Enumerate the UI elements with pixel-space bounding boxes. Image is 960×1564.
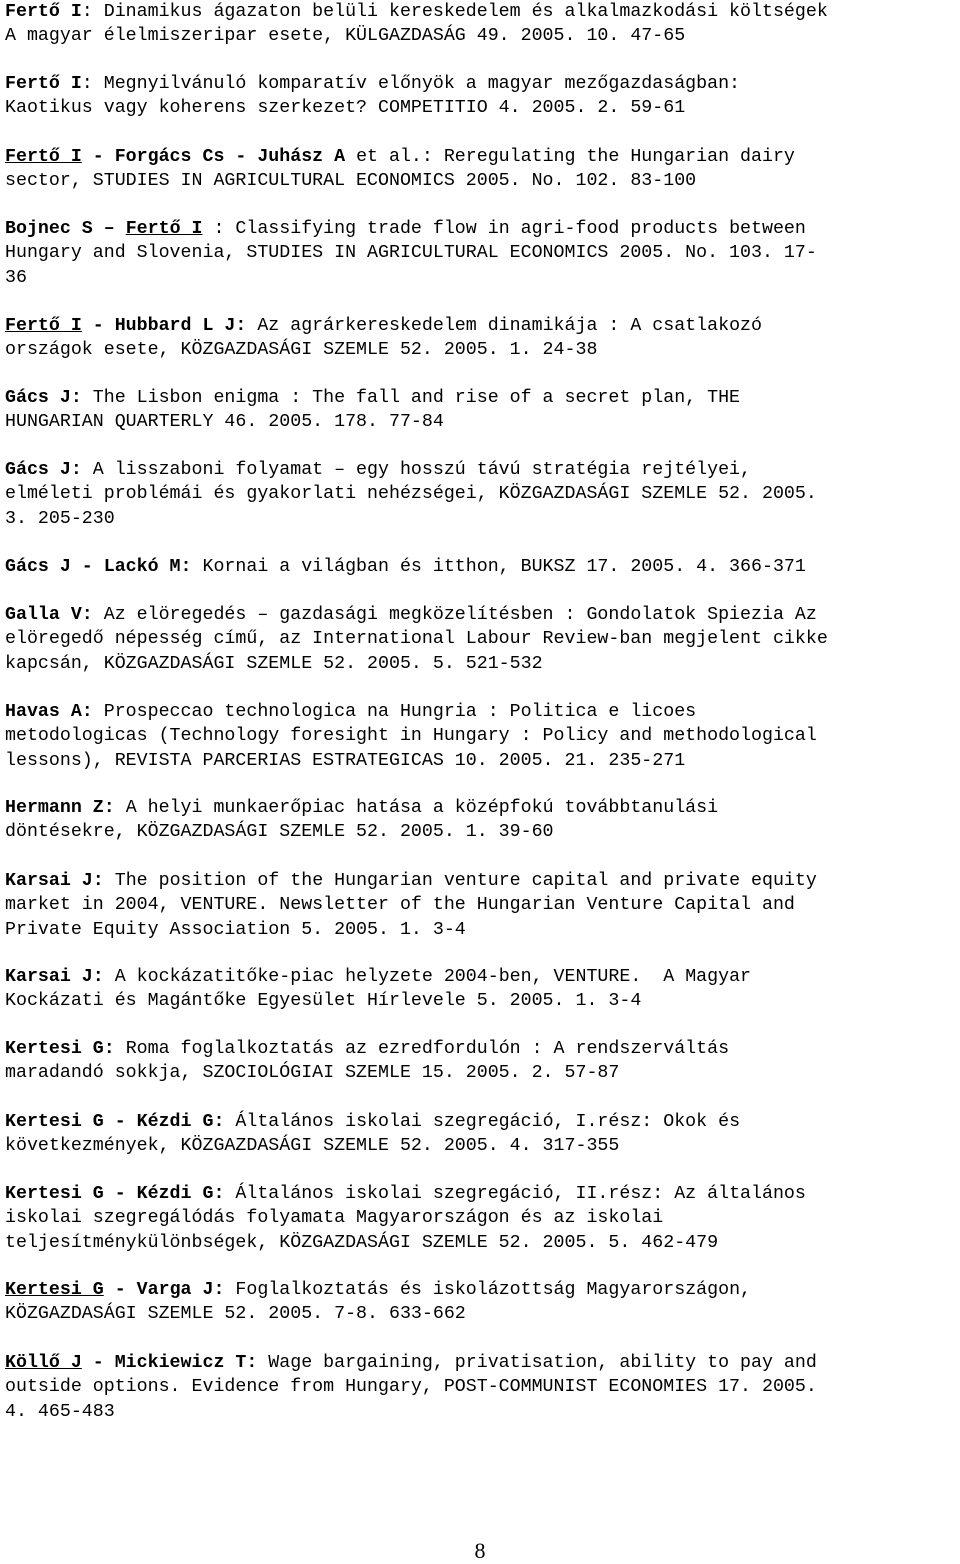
reference-line <box>5 1375 817 1399</box>
reference-line <box>5 266 817 290</box>
reference-entry <box>5 965 751 1014</box>
reference-text: Wage bargaining, privatisation, ability to pay and <box>257 1353 817 1373</box>
reference-entry <box>5 386 740 435</box>
reference-line <box>5 1110 740 1134</box>
reference-entry <box>5 314 762 363</box>
reference-text: iskolai szegregálódás folyamata Magyarországon és az iskolai <box>5 1208 664 1229</box>
reference-text: maradandó sokkja, SZOCIOLÓGIAI SZEMLE 15. 2005. 2. 57-87 <box>5 1063 620 1084</box>
reference-text: elöregedő népesség című, az International Labour Review-ban megjelent cikke <box>5 629 828 650</box>
reference-line <box>5 749 817 773</box>
reference-text: : Megnyilvánuló komparatív előnyök a magyar mezőgazdaságban: <box>81 74 741 94</box>
reference-author: Kertesi G <box>5 1280 104 1300</box>
reference-text: Általános iskolai szegregáció, II.rész: Az általános <box>224 1184 806 1204</box>
reference-entry <box>5 1278 751 1327</box>
reference-line <box>5 169 795 193</box>
reference-text: Hungary and Slovenia, STUDIES IN AGRICULTURAL ECONOMICS 2005. No. 103. 17- <box>5 243 817 264</box>
page-number: 8 <box>474 1538 486 1563</box>
reference-author: Kertesi G - Kézdi G: <box>5 1112 225 1132</box>
reference-text: országok esete, KÖZGAZDASÁGI SZEMLE 52. 2005. 1. 24-38 <box>5 340 598 361</box>
reference-line <box>5 1400 817 1424</box>
reference-text: Az agrárkereskedelem dinamikája : A csatlakozó <box>246 316 762 336</box>
reference-author: - Mickiewicz T: <box>81 1353 258 1373</box>
reference-line <box>5 989 751 1013</box>
reference-text: : Classifying trade flow in agri-food products between <box>202 219 806 239</box>
reference-author: Gács J - Lackó M: <box>5 557 192 577</box>
reference-entry <box>5 1351 817 1424</box>
reference-author: Havas A: <box>5 702 93 722</box>
reference-line <box>5 507 817 531</box>
reference-line <box>5 820 718 844</box>
reference-line <box>5 555 806 579</box>
reference-author: Gács J: <box>5 388 82 408</box>
reference-text: A lisszaboni folyamat – egy hosszú távú stratégia rejtélyei, <box>81 460 751 480</box>
reference-entry <box>5 869 817 942</box>
reference-line <box>5 241 817 265</box>
reference-entry <box>5 603 828 676</box>
reference-line <box>5 72 740 96</box>
reference-entry <box>5 700 817 773</box>
reference-text: Kockázati és Magántőke Egyesület Hírlevele 5. 2005. 1. 3-4 <box>5 991 642 1012</box>
reference-author: Kertesi G: <box>5 1039 115 1059</box>
reference-line <box>5 386 740 410</box>
reference-text: következmények, KÖZGAZDASÁGI SZEMLE 52. 2005. 4. 317-355 <box>5 1136 620 1157</box>
reference-text: The position of the Hungarian venture capital and private equity <box>103 871 817 891</box>
reference-text: Kaotikus vagy koherens szerkezet? COMPETITIO 4. 2005. 2. 59-61 <box>5 98 686 119</box>
reference-line <box>5 338 762 362</box>
reference-text: The Lisbon enigma : The fall and rise of a secret plan, THE <box>81 388 741 408</box>
reference-text: market in 2004, VENTURE. Newsletter of the Hungarian Venture Capital and <box>5 895 795 916</box>
reference-text: teljesítménykülönbségek, KÖZGAZDASÁGI SZEMLE 52. 2005. 5. 462-479 <box>5 1232 719 1253</box>
reference-text: A magyar élelmiszeripar esete, KÜLGAZDASÁG 49. 2005. 10. 47-65 <box>5 26 686 47</box>
reference-entry <box>5 555 806 579</box>
reference-author: Hermann Z: <box>5 798 115 818</box>
reference-text: metodologicas (Technology foresight in Hungary : Policy and methodological <box>5 726 817 747</box>
reference-line <box>5 893 817 917</box>
reference-line <box>5 96 740 120</box>
reference-line <box>5 1351 817 1375</box>
reference-text: A helyi munkaerőpiac hatása a középfokú továbbtanulási <box>114 798 719 818</box>
reference-text: outside options. Evidence from Hungary, POST-COMMUNIST ECONOMIES 17. 2005. <box>5 1377 817 1398</box>
reference-line <box>5 410 740 434</box>
reference-entry <box>5 796 718 845</box>
reference-entry <box>5 217 817 290</box>
reference-text: et al.: Reregulating the Hungarian dairy <box>345 147 795 167</box>
reference-line <box>5 965 751 989</box>
reference-author: Fertő I <box>5 74 82 94</box>
reference-text: döntésekre, KÖZGAZDASÁGI SZEMLE 52. 2005. 1. 39-60 <box>5 822 554 843</box>
reference-line <box>5 145 795 169</box>
reference-text: 3. 205-230 <box>5 508 115 529</box>
reference-text: kapcsán, KÖZGAZDASÁGI SZEMLE 52. 2005. 5. 521-532 <box>5 653 543 674</box>
reference-author: Karsai J: <box>5 967 104 987</box>
reference-author: Fertő I <box>5 2 82 22</box>
reference-line <box>5 652 828 676</box>
reference-text: A kockázatitőke-piac helyzete 2004-ben, VENTURE. A Magyar <box>103 967 752 987</box>
reference-author: Fertő I <box>5 147 82 167</box>
reference-text: Általános iskolai szegregáció, I.rész: Okok és <box>224 1112 741 1132</box>
reference-author: Fertő I <box>125 219 203 239</box>
reference-line <box>5 1231 806 1255</box>
reference-text: HUNGARIAN QUARTERLY 46. 2005. 178. 77-84 <box>5 412 444 433</box>
reference-text: Prospeccao technologica na Hungria : Politica e licoes <box>92 702 697 722</box>
reference-line <box>5 217 817 241</box>
reference-line <box>5 0 828 24</box>
reference-line <box>5 24 828 48</box>
reference-line <box>5 1037 729 1061</box>
reference-line <box>5 314 762 338</box>
reference-author: - Varga J: <box>103 1280 225 1300</box>
reference-text: lessons), REVISTA PARCERIAS ESTRATEGICAS 10. 2005. 21. 235-271 <box>5 750 686 771</box>
reference-text: Az elöregedés – gazdasági megközelítésben : Gondolatok Spiezia Az <box>92 605 817 625</box>
reference-line <box>5 1206 806 1230</box>
reference-text: sector, STUDIES IN AGRICULTURAL ECONOMICS 2005. No. 102. 83-100 <box>5 171 697 192</box>
reference-text: 36 <box>5 267 27 288</box>
reference-line <box>5 1278 751 1302</box>
reference-author: - Hubbard L J: <box>81 316 247 336</box>
reference-entry <box>5 145 795 194</box>
reference-entry <box>5 1110 740 1159</box>
reference-text: Private Equity Association 5. 2005. 1. 3-4 <box>5 919 466 940</box>
reference-text: KÖZGAZDASÁGI SZEMLE 52. 2005. 7-8. 633-662 <box>5 1304 466 1325</box>
reference-author: Galla V: <box>5 605 93 625</box>
reference-author: - Forgács Cs - Juhász A <box>81 147 346 167</box>
reference-text: 4. 465-483 <box>5 1401 115 1422</box>
reference-author: Kertesi G - Kézdi G: <box>5 1184 225 1204</box>
reference-line <box>5 724 817 748</box>
reference-text: Roma foglalkoztatás az ezredfordulón : A rendszerváltás <box>114 1039 730 1059</box>
reference-line <box>5 869 817 893</box>
reference-entry <box>5 0 828 49</box>
reference-author: Fertő I <box>5 316 82 336</box>
reference-author: Karsai J: <box>5 871 104 891</box>
reference-entry <box>5 1182 806 1255</box>
reference-text: : Dinamikus ágazaton belüli kereskedelem és alkalmazkodási költségek <box>81 2 828 22</box>
reference-line <box>5 458 817 482</box>
reference-line <box>5 796 718 820</box>
reference-entry <box>5 72 740 121</box>
bibliography-page <box>5 0 960 1422</box>
reference-line <box>5 1134 740 1158</box>
reference-author: Gács J: <box>5 460 82 480</box>
reference-line <box>5 700 817 724</box>
reference-line <box>5 918 817 942</box>
reference-entry <box>5 458 817 531</box>
reference-line <box>5 1182 806 1206</box>
reference-text: elméleti problémái és gyakorlati nehézségei, KÖZGAZDASÁGI SZEMLE 52. 2005. <box>5 484 817 505</box>
reference-entry <box>5 1037 729 1086</box>
reference-line <box>5 1061 729 1085</box>
reference-line <box>5 603 828 627</box>
reference-text: Kornai a világban és itthon, BUKSZ 17. 2005. 4. 366-371 <box>191 557 806 577</box>
reference-line <box>5 482 817 506</box>
reference-line <box>5 1302 751 1326</box>
reference-author: Köllő J <box>5 1353 82 1373</box>
reference-author: Bojnec S – <box>5 219 126 239</box>
reference-text: Foglalkoztatás és iskolázottság Magyarországon, <box>224 1280 752 1300</box>
reference-line <box>5 627 828 651</box>
